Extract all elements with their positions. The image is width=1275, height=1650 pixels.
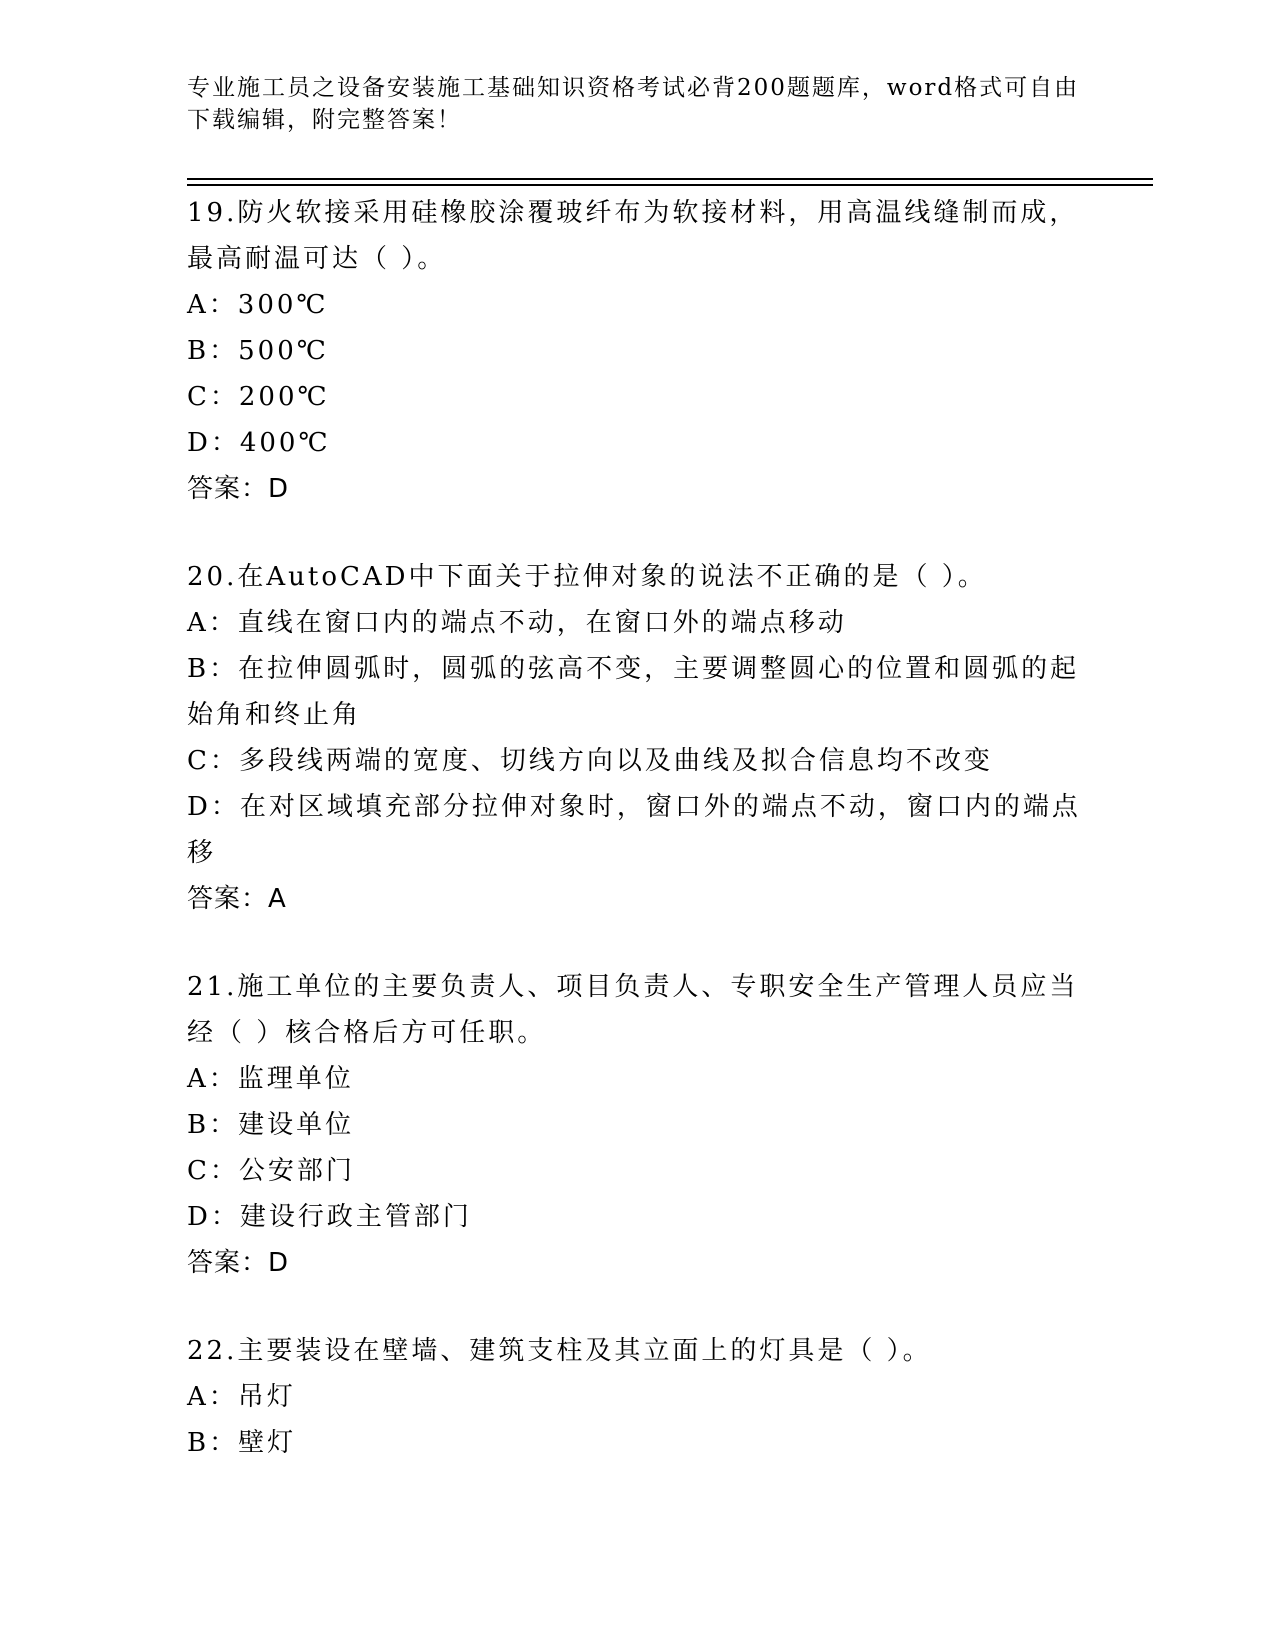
question-stem-line: 最高耐温可达（ ）。 [187,244,447,274]
answer-line: 答案：D [187,474,290,504]
question-20 [187,554,1087,922]
document-header [187,72,1087,136]
option-d: D：400℃ [187,428,331,458]
option-d-continued: 移 [187,838,217,868]
option-b: B：建设单位 [187,1110,355,1140]
question-stem-line: 21.施工单位的主要负责人、项目负责人、专职安全生产管理人员应当 [187,972,1079,1002]
option-c: C：多段线两端的宽度、切线方向以及曲线及拟合信息均不改变 [187,746,993,776]
answer-line: 答案：D [187,1248,290,1278]
option-a: A：300℃ [187,290,329,320]
question-22 [187,1328,1087,1466]
option-a: A：吊灯 [187,1382,296,1412]
question-19 [187,190,1087,512]
header-line-2: 下载编辑，附完整答案！ [187,107,462,133]
option-b: B：500℃ [187,336,329,366]
option-b-continued: 始角和终止角 [187,700,362,730]
question-list [187,190,1087,1508]
question-21 [187,964,1087,1286]
option-d: D：建设行政主管部门 [187,1202,472,1232]
question-stem-line: 22.主要装设在壁墙、建筑支柱及其立面上的灯具是（ ）。 [187,1336,932,1366]
header-rule-top [187,178,1153,180]
option-c: C：200℃ [187,382,330,412]
option-d: D：在对区域填充部分拉伸对象时，窗口外的端点不动，窗口内的端点 [187,792,1081,822]
option-b: B：在拉伸圆弧时，圆弧的弦高不变，主要调整圆心的位置和圆弧的起 [187,654,1080,684]
question-stem-line: 19.防火软接采用硅橡胶涂覆玻纤布为软接材料，用高温线缝制而成， [187,198,1079,228]
question-stem-line: 20.在AutoCAD中下面关于拉伸对象的说法不正确的是（ ）。 [187,562,987,592]
option-a: A：直线在窗口内的端点不动，在窗口外的端点移动 [187,608,847,638]
header-rule-bottom [187,184,1153,186]
answer-line: 答案：A [187,884,287,914]
option-b: B：壁灯 [187,1428,297,1458]
option-c: C：公安部门 [187,1156,355,1186]
question-stem-line: 经（ ）核合格后方可任职。 [187,1018,547,1048]
option-a: A：监理单位 [187,1064,354,1094]
header-line-1: 专业施工员之设备安装施工基础知识资格考试必背200题题库，word格式可自由 [187,75,1080,101]
